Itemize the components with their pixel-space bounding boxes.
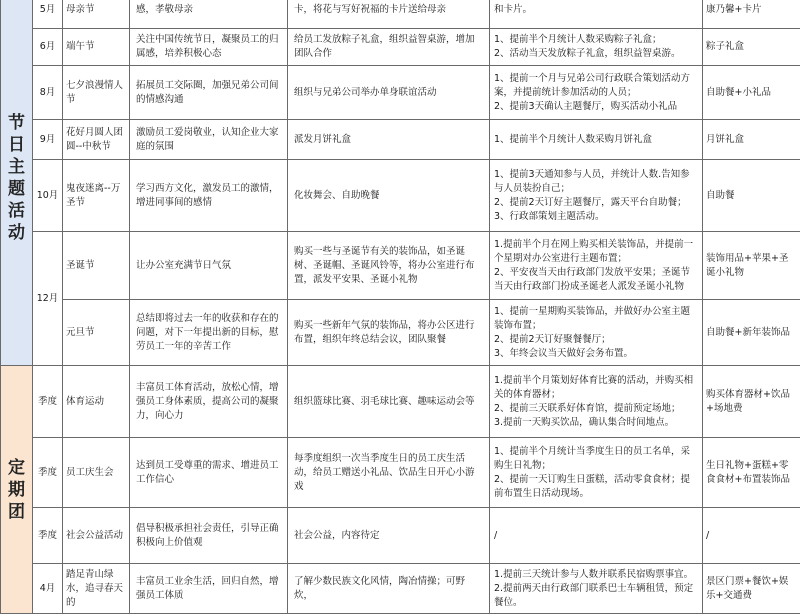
activity-name: 花好月圆人团圆--中秋节 xyxy=(63,120,130,160)
activity-method: 化妆舞会、自助晚餐 xyxy=(288,160,490,232)
activity-aim: 倡导积极承担社会责任，引导正确积极向上价值观 xyxy=(130,508,288,564)
table-row xyxy=(1,66,800,120)
activity-resources: 自助餐+新年装饰品 xyxy=(703,300,800,366)
activity-method: 购买一些新年气氛的装饰品，将办公区进行布置，组织年终总结会议，团队聚餐 xyxy=(288,300,490,366)
activity-name: 踏足青山绿水，追寻春天的 xyxy=(63,564,130,614)
activity-name: 员工庆生会 xyxy=(63,438,130,508)
activity-resources: 粽子礼盒 xyxy=(703,29,800,66)
activity-prep: 和卡片。 xyxy=(490,0,703,29)
activity-prep: 1.提前三天统计参与人数并联系民宿购票事宜。 2.提前两天由行政部门联系巴士车辆租赁，预定餐位。 xyxy=(490,564,703,614)
activity-prep: 1、提前一个月与兄弟公司行政联合策划活动方案，并提前统计参加活动的人员； 2、提前3天确认主题餐厅，购买活动小礼品 xyxy=(490,66,703,120)
table-row xyxy=(1,160,800,232)
table-row xyxy=(1,0,800,29)
activity-aim: 拓展员工交际圈，加强兄弟公司间的情感沟通 xyxy=(130,66,288,120)
activity-resources: 生日礼物+蛋糕+零食食材+布置装饰品 xyxy=(703,438,800,508)
activity-name: 圣诞节 xyxy=(63,232,130,300)
month-cell: 8月 xyxy=(33,66,63,120)
activity-resources: 装饰用品+苹果+圣诞小礼物 xyxy=(703,232,800,300)
activity-name: 体育运动 xyxy=(63,366,130,438)
month-cell: 5月 xyxy=(33,0,63,29)
activity-aim: 让办公室充满节日气氛 xyxy=(130,232,288,300)
activity-method: 组织与兄弟公司举办单身联谊活动 xyxy=(288,66,490,120)
activity-name: 端午节 xyxy=(63,29,130,66)
month-cell: 6月 xyxy=(33,29,63,66)
activity-aim: 丰富员工业余生活，回归自然，增强员工体质 xyxy=(130,564,288,614)
month-cell: 10月 xyxy=(33,160,63,232)
activity-aim: 感，孝敬母亲 xyxy=(130,0,288,29)
activity-prep: 1、提前半个月统计人数采购粽子礼盒； 2、活动当天发放粽子礼盒，组织益智桌游。 xyxy=(490,29,703,66)
activity-method: 组织篮球比赛、羽毛球比赛、趣味运动会等 xyxy=(288,366,490,438)
activity-method: 每季度组织一次当季度生日的员工庆生活动，给员工赠送小礼品、饮品生日开心小游戏 xyxy=(288,438,490,508)
activity-method: 了解少数民族文化风情，陶冶情操；可野炊， xyxy=(288,564,490,614)
activity-method: 派发月饼礼盒 xyxy=(288,120,490,160)
activity-resources: 景区门票+餐饮+娱乐+交通费 xyxy=(703,564,800,614)
activity-method: 卡，将花与写好祝福的卡片送给母亲 xyxy=(288,0,490,29)
activity-resources: 自助餐 xyxy=(703,160,800,232)
table-row xyxy=(1,366,800,438)
activity-prep: 1.提前半个月策划好体育比赛的活动，并购买相关的体育器材； 2、提前三天联系好体育馆，提前预定场地； 3.提前一天购买饮品，确认集合时间地点。 xyxy=(490,366,703,438)
category-festival: 节日主题活动 xyxy=(1,0,33,366)
activity-name: 鬼夜迷离--万圣节 xyxy=(63,160,130,232)
table-row xyxy=(1,120,800,160)
activity-prep: 1、提前半个月统计人数采购月饼礼盒 xyxy=(490,120,703,160)
table-row xyxy=(1,438,800,508)
activity-method: 社会公益，内容待定 xyxy=(288,508,490,564)
activity-name: 母亲节 xyxy=(63,0,130,29)
activity-resources: 月饼礼盒 xyxy=(703,120,800,160)
activity-aim: 关注中国传统节日，凝聚员工的归属感，培养积极心态 xyxy=(130,29,288,66)
activity-method: 给员工发放粽子礼盒，组织益智桌游，增加团队合作 xyxy=(288,29,490,66)
activity-name: 社会公益活动 xyxy=(63,508,130,564)
table-row xyxy=(1,564,800,614)
activity-prep: 1.提前半个月在网上购买相关装饰品，并提前一个星期对办公室进行主题布置； 2、平安夜当天由行政部门发放平安果；圣诞节当天由行政部门扮成圣诞老人派发圣诞小礼物 xyxy=(490,232,703,300)
activity-aim: 激励员工爱岗敬业，认知企业大家庭的氛围 xyxy=(130,120,288,160)
activity-name: 七夕浪漫情人节 xyxy=(63,66,130,120)
activity-aim: 学习西方文化，激发员工的激情，增进同事间的感情 xyxy=(130,160,288,232)
activity-aim: 丰富员工体育活动，放松心情，增强员工身体素质，提高公司的凝聚力，向心力 xyxy=(130,366,288,438)
month-cell: 4月 xyxy=(33,564,63,614)
activity-method: 购买一些与圣诞节有关的装饰品，如圣诞树、圣诞帽、圣诞风铃等，将办公室进行布置，派发平安果、圣诞小礼物 xyxy=(288,232,490,300)
month-cell: 9月 xyxy=(33,120,63,160)
month-cell: 12月 xyxy=(33,232,63,366)
month-cell: 季度 xyxy=(33,438,63,508)
month-cell: 季度 xyxy=(33,366,63,438)
activity-resources: 购买体育器材+饮品+场地费 xyxy=(703,366,800,438)
table-row xyxy=(1,508,800,564)
activity-prep: 1、提前3天通知参与人员，并统计人数.告知参与人员装扮自己； 2、提前2天订好主题餐厅，露天平台自助餐； 3、行政部策划主题活动。 xyxy=(490,160,703,232)
table-row xyxy=(1,29,800,66)
activity-resources: 自助餐+小礼品 xyxy=(703,66,800,120)
month-cell: 季度 xyxy=(33,508,63,564)
table-row xyxy=(1,232,800,300)
activity-aim: 达到员工受尊重的需求、增进员工工作信心 xyxy=(130,438,288,508)
activity-prep: / xyxy=(490,508,703,564)
activity-name: 元旦节 xyxy=(63,300,130,366)
category-regular: 定期团 xyxy=(1,366,33,614)
activity-prep: 1、提前一星期购买装饰品，并做好办公室主题装饰布置； 2、提前2天订好聚餐餐厅； 3、年终会议当天做好会务布置。 xyxy=(490,300,703,366)
activity-prep: 1、提前半个月统计当季度生日的员工名单，采购生日礼物； 2、提前一天订购生日蛋糕，活动零食食材；提前布置生日活动现场。 xyxy=(490,438,703,508)
table-row xyxy=(1,300,800,366)
activity-resources: 康乃馨+卡片 xyxy=(703,0,800,29)
activity-aim: 总结即将过去一年的收获和存在的问题，对下一年提出新的目标，慰劳员工一年的辛苦工作 xyxy=(130,300,288,366)
activity-resources: / xyxy=(703,508,800,564)
